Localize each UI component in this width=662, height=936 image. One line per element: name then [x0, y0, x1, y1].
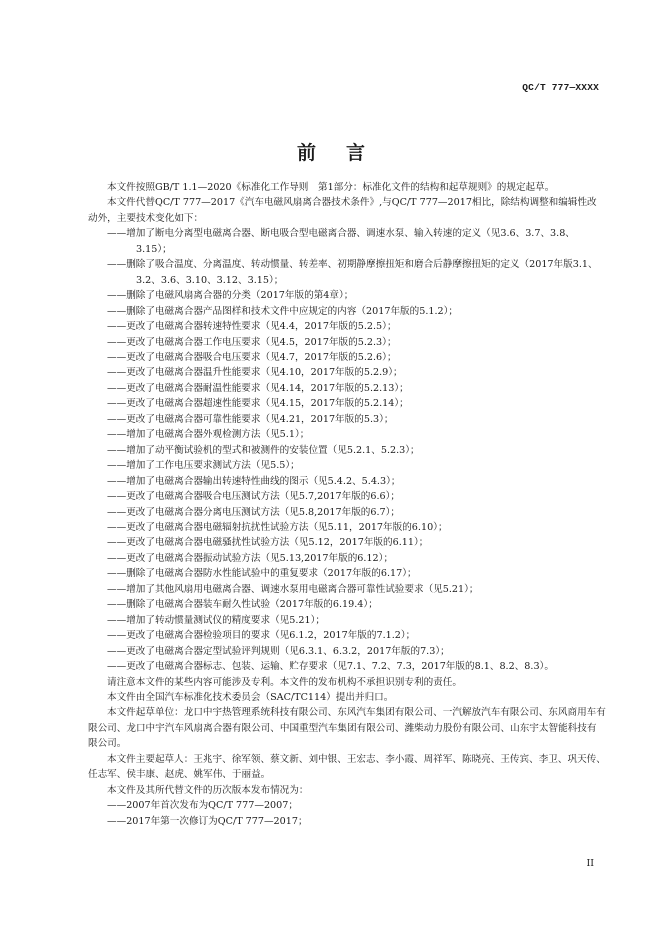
foreword-body — [88, 180, 606, 829]
paragraph: 请注意本文件的某些内容可能涉及专利。本文件的发布机构不承担识别专利的责任。 — [107, 676, 462, 688]
list-item: ——更改了电磁离合器电磁骚扰性试验方法（见5.12，2017年版的6.11）； — [107, 537, 429, 549]
list-item: ——增加了动平衡试验机的型式和被测件的安装位置（见5.2.1、5.2.3）； — [107, 444, 420, 456]
list-item: ——更改了电磁离合器工作电压要求（见4.5，2017年版的5.2.3）； — [107, 336, 397, 348]
list-item: ——增加了断电分离型电磁离合器、断电吸合型电磁离合器、调速水泵、输入转速的定义（见3.6、3.7、3.8、3.15）； — [107, 228, 575, 255]
list-item: ——更改了电磁离合器转速特性要求（见4.4，2017年版的5.2.5）； — [107, 321, 397, 333]
list-item: ——删除了电磁风扇离合器的分类（2017年版的第4章）； — [107, 290, 354, 302]
list-item: ——增加了工作电压要求测试方法（见5.5）； — [107, 460, 300, 472]
change-list — [88, 226, 606, 674]
list-item: ——增加了转动惯量测试仪的精度要求（见5.21）； — [107, 614, 326, 626]
list-item: ——更改了电磁离合器可靠性能要求（见4.21，2017年版的5.3）； — [107, 413, 394, 425]
paragraph: 本文件及其所代替文件的历次版本发布情况为： — [107, 784, 309, 796]
list-item: ——2017年第一次修订为QC/T 777—2017； — [107, 815, 308, 827]
list-item: ——更改了电磁离合器耐温性能要求（见4.14，2017年版的5.2.13）； — [107, 382, 409, 394]
list-item: ——删除了电磁离合器装车耐久性试验（2017年版的6.19.4）； — [107, 599, 378, 611]
document-id: QC/T 777—XXXX — [522, 82, 599, 93]
page-number: II — [586, 858, 594, 869]
list-item: ——更改了电磁离合器检验项目的要求（见6.1.2，2017年版的7.1.2）； — [107, 630, 416, 642]
list-item: ——删除了电磁离合器产品图样和技术文件中应规定的内容（2017年版的5.1.2）； — [107, 305, 459, 317]
list-item: ——更改了电磁离合器吸合电压测试方法（见5.7,2017年版的6.6）； — [107, 491, 401, 503]
list-item: ——更改了电磁离合器超速性能要求（见4.15，2017年版的5.2.14）； — [107, 398, 409, 410]
list-item: ——更改了电磁离合器电磁辐射抗扰性试验方法（见5.11，2017年版的6.10）； — [107, 521, 448, 533]
paragraph: 本文件按照GB/T 1.1—2020《标准化工作导则 第1部分：标准化文件的结构和起草规则》的规定起草。 — [107, 182, 555, 193]
list-item: ——更改了电磁离合器振动试验方法（见5.13,2017年版的6.12）； — [107, 552, 394, 564]
list-item: ——更改了电磁离合器分离电压测试方法（见5.8,2017年版的6.7）； — [107, 506, 401, 518]
list-item: ——更改了电磁离合器温升性能要求（见4.10，2017年版的5.2.9）； — [107, 367, 403, 379]
list-item: ——删除了电磁离合器防水性能试验中的重复要求（2017年版的6.17）； — [107, 568, 417, 580]
list-item: ——更改了电磁离合器定型试验评判规则（见6.3.1、6.3.2，2017年版的7.3）； — [107, 645, 450, 657]
list-item: ——更改了电磁离合器标志、包装、运输、贮存要求（见7.1、7.2、7.3，2017年版的8.1、8.2、8.3）。 — [107, 661, 554, 673]
list-item: ——增加了其他风扇用电磁离合器、调速水泵用电磁离合器可靠性试验要求（见5.21）； — [107, 583, 479, 595]
page-title: 前言 — [296, 142, 395, 164]
paragraph: 本文件由全国汽车标准化技术委员会（SAC/TC114）提出并归口。 — [107, 691, 394, 703]
paragraph: 本文件主要起草人：王兆宇、徐军领、蔡文新、刘中银、王宏志、李小霞、周祥军、陈晓亮、王传宾、李卫、巩天传、任志军、侯丰康、赵虎、姚军伟、于丽益。 — [88, 753, 606, 781]
list-item: ——更改了电磁离合器吸合电压要求（见4.7，2017年版的5.2.6）； — [107, 351, 397, 363]
list-item: ——增加了电磁离合器输出转速特性曲线的图示（见5.4.2、5.4.3）； — [107, 475, 401, 487]
list-item: ——2007年首次发布为QC/T 777—2007； — [107, 800, 298, 812]
history-list — [88, 798, 606, 829]
list-item: ——删除了吸合温度、分离温度、转动惯量、转差率、初期静摩擦扭矩和磨合后静摩擦扭矩的定义（2017年版3.1、3.2、3.6、3.10、3.12、3.15）； — [107, 259, 598, 286]
paragraph: 本文件起草单位：龙口中宇热管理系统科技有限公司、东风汽车集团有限公司、一汽解放汽车有限公司、东风商用车有限公司、龙口中宇汽车风扇离合器有限公司、中国重型汽车集团有限公司、潍柴动力股份有限公司、山东宇太智能科技有限公司。 — [88, 707, 606, 750]
list-item: ——增加了电磁离合器外观检测方法（见5.1）； — [107, 429, 310, 441]
paragraph: 本文件代替QC/T 777—2017《汽车电磁风扇离合器技术条件》,与QC/T 777—2017相比，除结构调整和编辑性改动外，主要技术变化如下： — [88, 197, 597, 224]
